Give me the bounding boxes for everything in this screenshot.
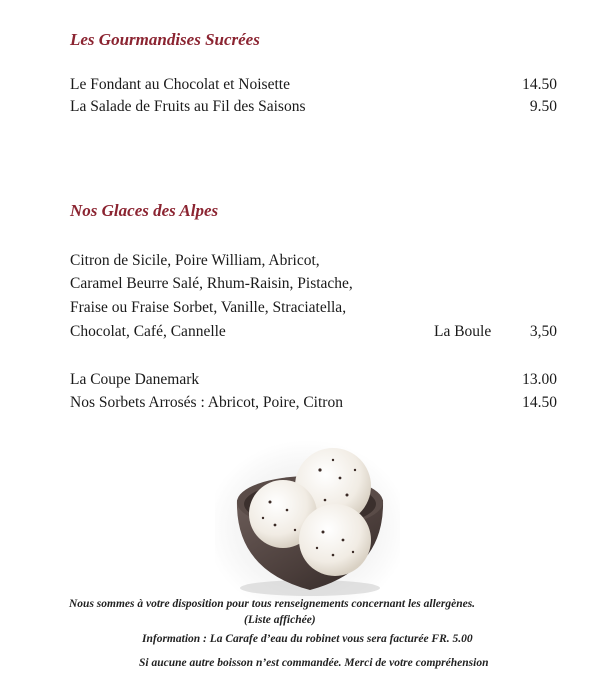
- item-name: Nos Sorbets Arrosés : Abricot, Poire, Citron: [70, 394, 343, 411]
- item-price: 9.50: [529, 98, 557, 115]
- flavour-line: [70, 321, 557, 343]
- flavour-line: [70, 273, 557, 295]
- allergen-word: allergènes.: [423, 598, 476, 610]
- thanks-note: Si aucune autre boisson n’est commandée. Merci de votre compréhension: [139, 657, 489, 669]
- menu-item: [70, 392, 557, 414]
- flavour-line: [70, 250, 557, 272]
- menu-item: [70, 369, 557, 391]
- menu-item: [70, 74, 557, 96]
- item-name: La Coupe Danemark: [70, 371, 200, 388]
- list-note: (Liste affichée): [244, 614, 316, 626]
- allergen-note: [69, 598, 475, 610]
- item-name: Le Fondant au Chocolat et Noisette: [70, 76, 290, 93]
- item-name: La Salade de Fruits au Fil des Saisons: [70, 98, 306, 115]
- allergen-text: Nous sommes à votre disposition pour tous renseignements concernant les: [69, 598, 424, 610]
- item-price: 14.50: [522, 394, 557, 411]
- ice-cream-photo: [215, 440, 400, 600]
- unit-price: 3,50: [529, 323, 557, 340]
- unit-label: La Boule: [434, 323, 492, 340]
- flavour-text: Caramel Beurre Salé, Rhum-Raisin, Pistache,: [70, 275, 353, 292]
- water-note: Information : La Carafe d’eau du robinet vous sera facturée FR. 5.00: [142, 633, 473, 645]
- flavour-text: Fraise ou Fraise Sorbet, Vanille, Straciatella,: [70, 299, 347, 316]
- section-title-sweets: Les Gourmandises Sucrées: [70, 30, 260, 49]
- menu-item: [70, 96, 557, 118]
- flavour-text: Chocolat, Café, Cannelle: [70, 323, 226, 340]
- flavour-text: Citron de Sicile, Poire William, Abricot,: [70, 252, 320, 269]
- section-title-ice-cream: Nos Glaces des Alpes: [70, 201, 219, 220]
- item-price: 14.50: [522, 76, 557, 93]
- item-price: 13.00: [522, 371, 557, 388]
- flavour-line: [70, 297, 557, 319]
